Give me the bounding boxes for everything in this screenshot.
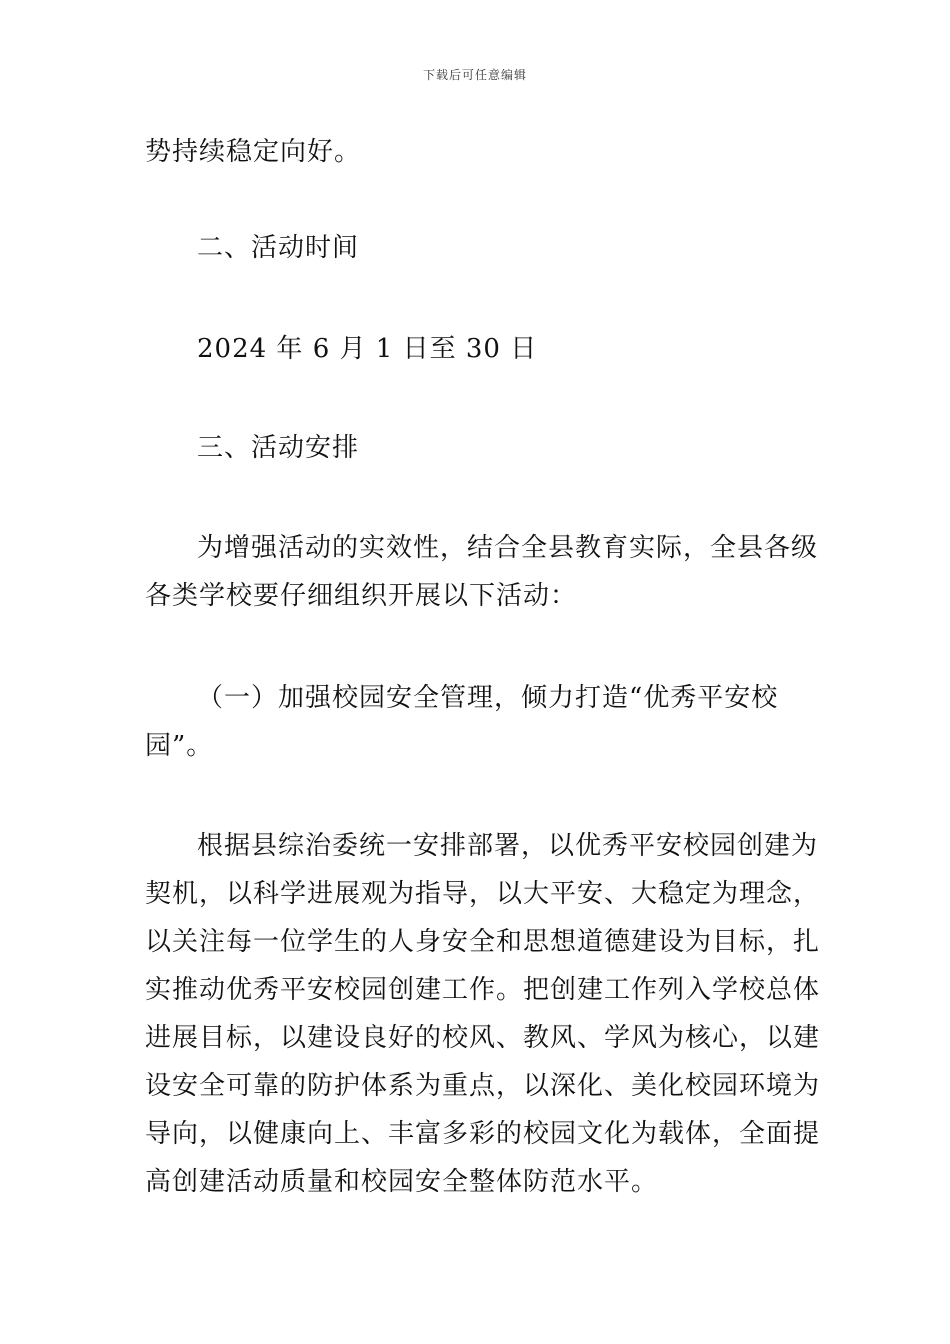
paragraph-main (145, 822, 821, 1206)
text-line: 2024 年 6 月 1 日至 30 日 (197, 334, 538, 364)
text-line: 二、活动时间 (197, 233, 360, 263)
text-line: 进展目标，以建设良好的校风、教风、学风为核心，以建 (145, 1023, 821, 1053)
page-header: 下载后可任意编辑 (422, 68, 527, 82)
text-line: 园”。 (145, 731, 214, 761)
text-line: 契机，以科学进展观为指导，以大平安、大稳定为理念， (145, 879, 821, 909)
text-line: 实推动优秀平安校园创建工作。把创建工作列入学校总体 (145, 975, 821, 1005)
paragraph-continuation (145, 128, 810, 176)
text-line: 为增强活动的实效性，结合全县教育实际，全县各级 (197, 533, 819, 563)
text-line: 以关注每一位学生的人身安全和思想道德建设为目标，扎 (145, 927, 821, 957)
activity-date (145, 325, 810, 373)
subsection-heading-one (145, 674, 810, 770)
text-line: 高创建活动质量和校园安全整体防范水平。 (145, 1167, 659, 1197)
text-line: 设安全可靠的防护体系为重点，以深化、美化校园环境为 (145, 1071, 821, 1101)
section-heading-activity-arrangement (145, 424, 810, 472)
section-heading-activity-time (145, 224, 810, 272)
text-line: 各类学校要仔细组织开展以下活动： (145, 581, 578, 611)
text-line: （一）加强校园安全管理，倾力打造“优秀平安校 (197, 683, 779, 713)
text-line: 导向，以健康向上、丰富多彩的校园文化为载体，全面提 (145, 1119, 821, 1149)
text-line: 势持续稳定向好。 (145, 137, 362, 167)
text-line: 三、活动安排 (197, 433, 360, 463)
text-line: 根据县综治委统一安排部署，以优秀平安校园创建为 (197, 831, 819, 861)
paragraph-intro (145, 524, 819, 620)
